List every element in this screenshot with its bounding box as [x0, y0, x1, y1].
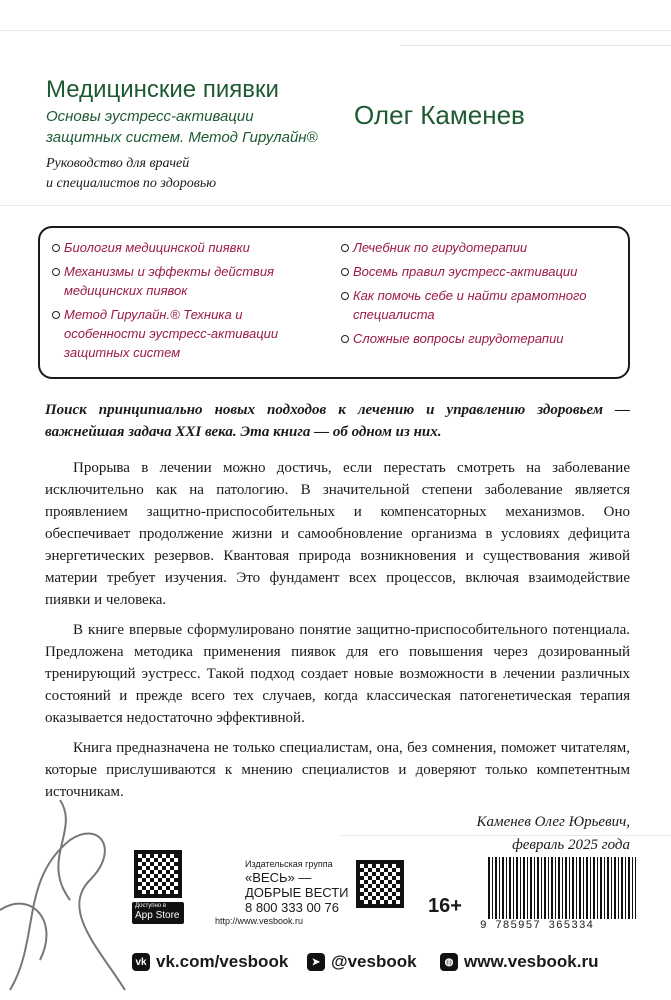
vk-link[interactable]: [132, 952, 288, 972]
website-link[interactable]: [440, 952, 598, 972]
topic-text: Механизмы и эффекты действия медицинских пиявок: [64, 264, 274, 298]
vk-label: vk.com/vesbook: [156, 952, 289, 971]
publisher-phone: 8 800 333 00 76: [245, 900, 339, 915]
author-name: Олег Каменев: [354, 100, 525, 130]
topics-right: [327, 238, 616, 367]
guide-line: Руководство для врачей: [46, 156, 190, 171]
book-title: Медицинские пиявки: [46, 76, 279, 103]
bullet-icon: [52, 244, 60, 252]
guide-note: [46, 154, 216, 194]
leech-illustration: [0, 790, 130, 1000]
paragraph: В книге впервые сформулировано понятие защитно-приспособительного потенциала. Предложена методика применения пиявок для его повышения через дозированный тренирующий эустресс. Такой подход создает новые возможности в лечении различных состояний и прежде всего тех случаев, когда классическая патогенетическая терапия оказывается недостаточно эффективной.: [45, 619, 630, 729]
paragraph: Книга предназначена не только специалистам, она, без сомнения, поможет читателям, которые прислушиваются к мнению специалистов и доверяют только компетентным источникам.: [45, 737, 630, 803]
isbn-number: 9 785957 365334: [480, 920, 640, 932]
topic-text: Лечебник по гирудотерапии: [353, 240, 528, 255]
lead-text: Поиск принципиально новых подходов к лечению и управлению здоровьем — важнейшая задача XXI века. Эта книга — об одном из них.: [45, 399, 630, 443]
bullet-icon: [341, 292, 349, 300]
topic-text: Как помочь себе и найти грамотного специалиста: [353, 288, 587, 322]
signature-name: Каменев Олег Юрьевич,: [476, 814, 630, 830]
subtitle-line: Основы эустресс-активации: [46, 108, 254, 125]
list-item: [341, 286, 616, 324]
bullet-icon: [52, 311, 60, 319]
bullet-icon: [341, 244, 349, 252]
topic-text: Биология медицинской пиявки: [64, 240, 250, 255]
vk-icon: vk: [132, 953, 150, 971]
publisher-slogan: ДОБРЫЕ ВЕСТИ: [245, 885, 349, 900]
bullet-icon: [52, 268, 60, 276]
main-content: [38, 226, 630, 857]
subtitle-line: защитных систем. Метод Гирулайн®: [46, 129, 318, 146]
paragraph: Прорыва в лечении можно достичь, если перестать смотреть на заболевание исключительно как на патологию. В значительной степени заболевание является проявлением защитно-приспособительных и компенсаторных механизмов. Оно обеспечивает продолжение жизни и самообновление организма в условиях дефицита энергетических резервов. Квантовая природа возникновения и существования живой материи требует изучения. Это фундамент всех процессов, включая взаимодействие пиявки и человека.: [45, 457, 630, 611]
list-item: [52, 305, 327, 362]
signature-date: февраль 2025 года: [512, 837, 630, 853]
telegram-link[interactable]: [307, 952, 417, 972]
topic-text: Сложные вопросы гирудотерапии: [353, 331, 564, 346]
appstore-label: App Store: [135, 910, 180, 921]
telegram-label: @vesbook: [331, 952, 417, 971]
publisher-url[interactable]: http://www.vesbook.ru: [215, 916, 304, 926]
globe-icon: ◍: [440, 953, 458, 971]
telegram-icon: ➤: [307, 953, 325, 971]
publisher-name: «ВЕСЬ» —: [245, 870, 312, 885]
annotation-body: [45, 457, 630, 857]
list-item: [341, 238, 616, 257]
list-item: [341, 262, 616, 281]
appstore-qr-code[interactable]: [134, 850, 182, 898]
signature: [45, 811, 630, 857]
topic-text: Восемь правил эустресс-активации: [353, 264, 578, 279]
appstore-small-label: Доступно в: [135, 903, 167, 909]
barcode: [488, 857, 636, 919]
appstore-badge[interactable]: [132, 902, 184, 924]
publisher-block: [215, 858, 349, 927]
publisher-qr-code[interactable]: [356, 860, 404, 908]
website-label: www.vesbook.ru: [464, 952, 599, 971]
topics-left: [52, 238, 327, 367]
guide-line: и специалистов по здоровью: [46, 176, 217, 191]
publisher-group: Издательская группа: [245, 859, 333, 869]
bullet-icon: [341, 335, 349, 343]
book-subtitle: [46, 106, 318, 148]
age-rating: 16+: [428, 895, 462, 917]
topics-box: [38, 226, 630, 379]
list-item: [341, 329, 616, 348]
topic-text: Метод Гирулайн.® Техника и особенности эустресс-активации защитных систем: [64, 307, 279, 360]
bullet-icon: [341, 268, 349, 276]
list-item: [52, 238, 327, 257]
list-item: [52, 262, 327, 300]
